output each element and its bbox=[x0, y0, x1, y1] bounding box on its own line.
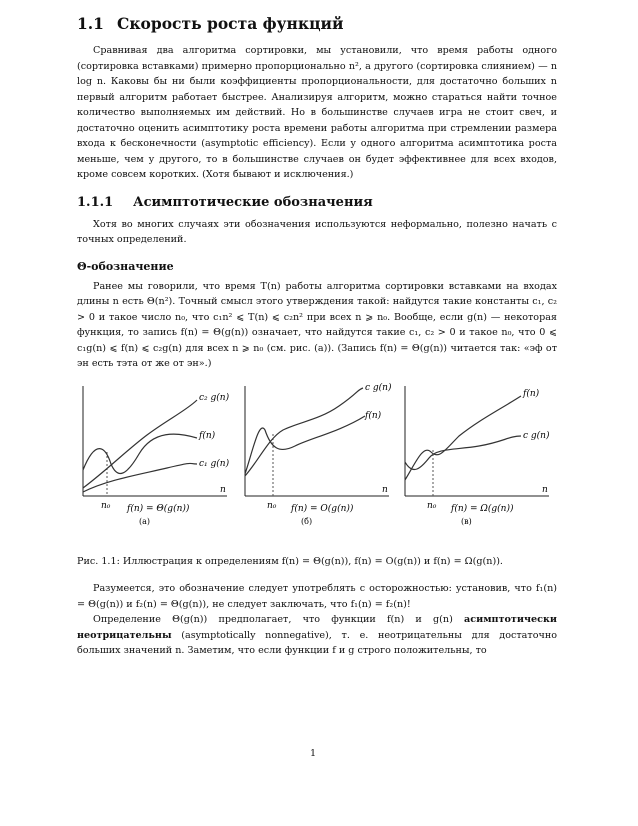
label-cg: c g(n) bbox=[523, 430, 550, 441]
section-title: Скорость роста функций bbox=[117, 14, 344, 33]
figure-caption: Рис. 1.1: Иллюстрация к определениям f(n) = Θ(g(n)), f(n) = O(g(n)) и f(n) = Ω(g(n)). bbox=[77, 555, 503, 567]
page-content bbox=[77, 14, 557, 659]
label-c2g: c₂ g(n) bbox=[199, 392, 230, 403]
formula: f(n) = Ω(g(n)) bbox=[451, 503, 514, 514]
panel-tag: (б) bbox=[301, 516, 313, 526]
c1g-curve bbox=[83, 463, 197, 492]
subsection-title: Асимптотические обозначения bbox=[133, 194, 373, 210]
label-n: n bbox=[220, 484, 226, 495]
page-number: 1 bbox=[310, 748, 317, 759]
f-curve bbox=[405, 396, 521, 480]
panel-theta bbox=[77, 380, 237, 544]
after-paragraph-1: Разумеется, это обозначение следует употреблять с осторожностью: установив, что f₁(n) = Θ(g(n)) и f₂(n) = Θ(g(n)), не следует заключать, что f₁(n) = f₂(n)! bbox=[77, 583, 557, 610]
label-n0: n₀ bbox=[427, 500, 437, 511]
panel-omega bbox=[399, 380, 559, 544]
after-paragraph-2 bbox=[77, 612, 557, 659]
panel-o bbox=[239, 380, 399, 544]
theta-paragraph: Ранее мы говорили, что время T(n) работы алгоритма сортировки вставками на входах длины n есть Θ(n²). Точный смысл этого утверждения такой: найдутся такие константы c₁, c₂ > 0 и такое число n₀, что c₁n² ⩽ T(n) ⩽ c₂n² при всех n ⩾ n₀. Вообще, если g(n) — некоторая функция, то запись f(n) = Θ(g(n)) означает, что найдутся такие c₁, c₂ > 0 и такое n₀, что 0 ⩽ c₁g(n) ⩽ f(n) ⩽ c₂g(n) для всех n ⩾ n₀ (см. рис. (а)). (Запись f(n) = Θ(g(n)) читается так: «эф от эн есть тэта от же от эн».) bbox=[77, 280, 557, 369]
label-f: f(n) bbox=[365, 410, 382, 421]
subsection-heading bbox=[77, 195, 557, 210]
formula: f(n) = Θ(g(n)) bbox=[127, 503, 190, 514]
p2-bold: асимптотически неотрицательны bbox=[77, 614, 557, 641]
p2-end: (asymptotically nonnegative), т. е. неотрицательны для достаточно больших значений n. Заметим, что если функции f и g строго положительны, то bbox=[77, 629, 557, 656]
label-f: f(n) bbox=[523, 388, 540, 399]
label-cg: c g(n) bbox=[365, 382, 392, 393]
figure bbox=[77, 380, 557, 544]
label-n0: n₀ bbox=[267, 500, 277, 511]
theta-heading: Θ-обозначение bbox=[77, 259, 174, 273]
panel-tag: (а) bbox=[139, 516, 151, 526]
section-intro: Сравнивая два алгоритма сортировки, мы установили, что время работы одного (сортировка вставками) примерно пропорционально n², а другого (сортировка слиянием) — n log n. Каковы бы ни были коэффициенты пропорциональности, для достаточно больших n первый алгоритм работает быстрее. Анализируя алгоритм, можно стараться найти точное количество выполняемых им действий. Но в большинстве случаев игра не стоит свеч, и достаточно оценить асимптотику роста времени работы алгоритма при стремлении размера входа к бесконечности (asymptotic efficiency). Если у одного алгоритма асимптотика роста меньше, чем у другого, то в большинстве случаев он будет эффективнее для всех входов, кроме совсем коротких. (Хотя бывают и исключения.) bbox=[77, 45, 557, 180]
label-n: n bbox=[542, 484, 548, 495]
label-n0: n₀ bbox=[101, 500, 111, 511]
c2g-curve bbox=[83, 400, 197, 488]
section-heading bbox=[77, 14, 557, 33]
subsection-intro: Хотя во многих случаях эти обозначения используются неформально, полезно начать с точных определений. bbox=[77, 218, 557, 245]
label-n: n bbox=[382, 484, 388, 495]
panel-tag: (в) bbox=[461, 516, 472, 526]
section-number: 1.1 bbox=[77, 14, 104, 33]
f-curve bbox=[245, 416, 365, 474]
formula: f(n) = O(g(n)) bbox=[291, 503, 354, 514]
subsection-number: 1.1.1 bbox=[77, 194, 114, 210]
p2-start: Определение Θ(g(n)) предполагает, что функции f(n) и g(n) bbox=[93, 614, 465, 625]
cg-curve bbox=[245, 388, 363, 476]
label-f: f(n) bbox=[199, 430, 216, 441]
label-c1g: c₁ g(n) bbox=[199, 458, 230, 469]
